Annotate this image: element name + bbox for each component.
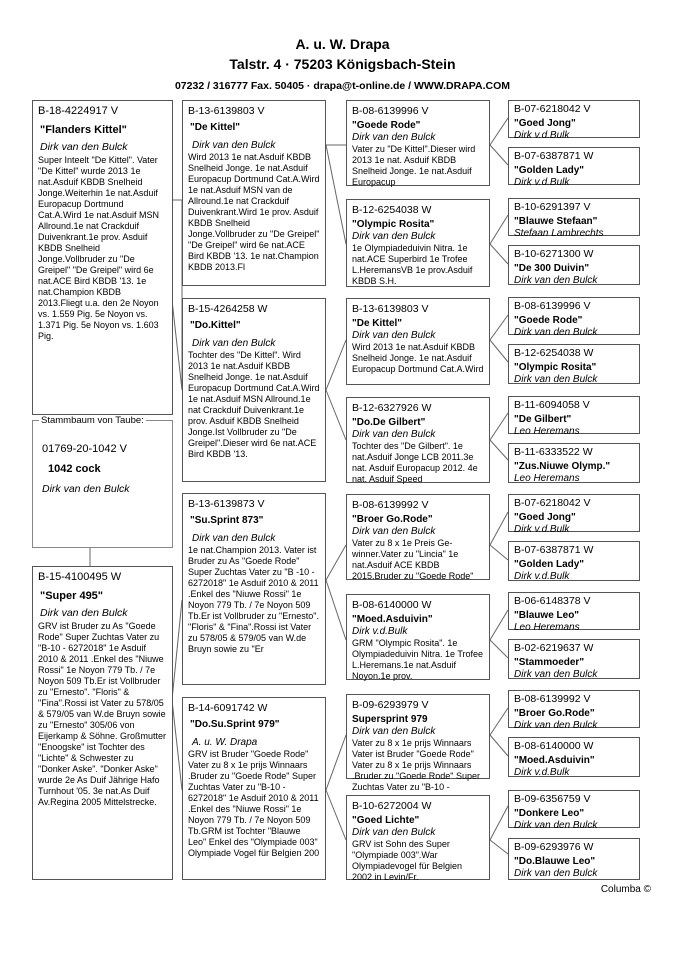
gg-grandparent-ring: B-12-6254038 W bbox=[514, 347, 594, 359]
great-grandparent-name: "Olympic Rosita" bbox=[352, 219, 435, 230]
footer-credit: Columba © bbox=[600, 884, 651, 895]
grandparent-breeder: Dirk van den Bulck bbox=[192, 533, 276, 544]
gg-grandparent-breeder: Dirk van den Bulck bbox=[514, 820, 598, 831]
great-grandparent-name: "Moed.Asduivin" bbox=[352, 614, 433, 625]
mother-description: GRV ist Bruder zu As "Goede Rode" Super Zuchtas Vater zu "B-10 - 6272018" 1e Asduif 2010 & 2011 .Enkel des "Niuwe Rossi" 1e Noyon 779 Tb. / 7e Noyon 509 Tb.Er ist Vollbruder zu "Ernesto". "Floris" & "Fina".Rossi ist Vater zu 578/05 & 579/05 van W.de Bruyn sowie zu "Ernesto" 305/06 von Eijerkamp & Söhne. Großmutter "Enoogske" ist Tochter des "Lichte" & Schwester zu "Donker Aske". "Donker Aske" wurde 2e As Duif Jährige Hafo Turnhout '05. 3e nat.As Duif Av.Regina 2005 Mittelstrecke. bbox=[38, 621, 167, 807]
great-grandparent-card bbox=[346, 298, 490, 385]
great-grandparent-description: Wird 2013 1e nat.Asduif KBDB Snelheid Jonge. 1e nat.Asduif Europacup Dortmund Cat.A.Wird bbox=[352, 342, 484, 374]
great-grandparent-description: Vater zu 8 x 1e prijs Winnaars Vater ist Bruder "Goede Rode" Vater zu 8 x 1e prijs Winnaars .Bruder zu "Goede Rode" Super Zuchtas Vater zu "B-10 - bbox=[352, 738, 480, 792]
great-grandparent-card bbox=[346, 100, 490, 186]
gg-grandparent-ring: B-07-6387871 W bbox=[514, 544, 594, 556]
grandparent-description: 1e nat.Champion 2013. Vater ist Bruder zu As "Goede Rode" Super Zuchtas Vater zu "B -10 - 6272018" 1e Asduif 2010 & 2011 .Enkel des "Niuwe Rossi" 1e Noyon 779 Tb. / 7e Noyon 509 Tb.Er ist Vollbruder zu "Ernesto". "Floris" & "Fina".Rossi ist Vater zu 578/05 & 579/05 van W.de Bruyn sowie zu "Er bbox=[188, 545, 319, 654]
grandparent-description: GRV ist Bruder "Goede Rode" Vater zu 8 x 1e prijs Winnaars .Bruder zu "Goede Rode" Super Zuchtas Vater zu "B-10 - 6272018" 1e Asduif 2010 & 2011 .Enkel des "Niuwe Rossi" 1e Noyon 779 Tb. / 7e Noyon 509 Tb.GRM ist Tochter "Blauwe Leo" Enkel des "Olympiade 003" Olympiade Vogel für Belgien 200 bbox=[188, 749, 320, 858]
great-grandparent-name: "Do.De Gilbert" bbox=[352, 417, 426, 428]
grandparent-breeder: Dirk van den Bulck bbox=[192, 338, 276, 349]
gg-grandparent-name: "Goede Rode" bbox=[514, 315, 583, 326]
gg-grandparent-breeder: Dirk van den Bulck bbox=[514, 720, 598, 731]
gg-grandparent-card bbox=[508, 297, 640, 338]
great-grandparent-ring: B-10-6272004 W bbox=[352, 800, 432, 812]
grandparent-name: "Do.Su.Sprint 979" bbox=[190, 719, 280, 730]
gg-grandparent-breeder: Stefaan Lambrechts bbox=[514, 228, 604, 239]
great-grandparent-ring: B-08-6139992 V bbox=[352, 499, 429, 511]
grandparent-description: Wird 2013 1e nat.Asduif KBDB Snelheid Jonge. 1e nat.Asduif Europacup Dortmund Cat.A.Wird 1e nat.Asduif MSN van de Allround.1e nat Crackduif Duivenkrant.Wird 1e prov. Asduif KBDB Snelheid Jonge.Vollbruder zu "De Greipel" "De Greipel" wird 6e nat.ACE Bird KBDB '13. 1e nat.Champion KBDB 2013.Fl bbox=[188, 152, 320, 272]
gg-grandparent-name: "Blauwe Leo" bbox=[514, 610, 580, 621]
gg-grandparent-breeder: Dirk v.d.Bulk bbox=[514, 177, 570, 188]
mother-card bbox=[32, 566, 173, 880]
gg-grandparent-breeder: Dirk van den Bulck bbox=[514, 374, 598, 385]
gg-grandparent-name: "Goed Jong" bbox=[514, 512, 576, 523]
great-grandparent-card bbox=[346, 397, 490, 483]
great-grandparent-description: Tochter des "De Gilbert". 1e nat.Asduif Jonge LCB 2011.3e nat. Asduif Europacup 2012. 4e nat. Asduif Speed bbox=[352, 441, 478, 484]
gg-grandparent-name: "De Gilbert" bbox=[514, 414, 572, 425]
gg-grandparent-card bbox=[508, 100, 640, 141]
gg-grandparent-name: "De 300 Duivin" bbox=[514, 263, 590, 274]
great-grandparent-ring: B-12-6327926 W bbox=[352, 402, 432, 414]
grandparent-ring: B-14-6091742 W bbox=[188, 702, 268, 714]
gg-grandparent-name: "Olympic Rosita" bbox=[514, 362, 597, 373]
gg-grandparent-breeder: Dirk v.d.Bulk bbox=[514, 524, 570, 535]
great-grandparent-name: Supersprint 979 bbox=[352, 714, 428, 725]
great-grandparent-breeder: Dirk van den Bulck bbox=[352, 330, 436, 341]
grandparent-card bbox=[182, 298, 326, 482]
great-grandparent-name: "Goede Rode" bbox=[352, 120, 421, 131]
gg-grandparent-ring: B-07-6218042 V bbox=[514, 497, 591, 509]
grandparent-ring: B-13-6139803 V bbox=[188, 105, 265, 117]
gg-grandparent-breeder: Dirk van den Bulck bbox=[514, 327, 598, 338]
gg-grandparent-name: "Donkere Leo" bbox=[514, 808, 585, 819]
gg-grandparent-breeder: Dirk v.d.Bulk bbox=[514, 130, 570, 141]
father-card bbox=[32, 100, 173, 415]
great-grandparent-description: 1e Olympiadeduivin Nitra. 1e nat.ACE Superbird 1e Trofee L.HeremansVB 1e prov.Asduif KBDB S.H. bbox=[352, 243, 473, 286]
mother-name: "Super 495" bbox=[40, 590, 104, 602]
grandparent-breeder: A. u. W. Drapa bbox=[192, 737, 258, 748]
breeder-address: Talstr. 4 · 75203 Königsbach-Stein bbox=[229, 56, 456, 72]
gg-grandparent-card bbox=[508, 494, 640, 535]
great-grandparent-description: GRV ist Sohn des Super "Olympiade 003".War Olympiadevogel für Belgien 2002 in Levin/Fr. bbox=[352, 839, 463, 882]
great-grandparent-ring: B-09-6293979 V bbox=[352, 699, 429, 711]
subject-label: Stammbaum von Taube: bbox=[41, 415, 144, 426]
gg-grandparent-breeder: Leo Heremans bbox=[514, 622, 580, 633]
grandparent-card bbox=[182, 697, 326, 880]
gg-grandparent-card bbox=[508, 838, 640, 880]
great-grandparent-breeder: Dirk van den Bulck bbox=[352, 429, 436, 440]
great-grandparent-name: "Broer Go.Rode" bbox=[352, 514, 433, 525]
great-grandparent-description: Vater zu "De Kittel".Dieser wird 2013 1e nat. Asduif KBDB Snelheid Jonge. 1e nat.Asduif Europacup bbox=[352, 144, 476, 187]
gg-grandparent-card bbox=[508, 396, 640, 437]
gg-grandparent-breeder: Dirk van den Bulck bbox=[514, 275, 598, 286]
gg-grandparent-name: "Stammoeder" bbox=[514, 657, 585, 668]
great-grandparent-description: GRM "Olympic Rosita". 1e Olympiadeduivin Nitra. 1e Trofee L.Heremans.1e nat.Asduif Noyon.1e prov. bbox=[352, 638, 484, 681]
grandparent-breeder: Dirk van den Bulck bbox=[192, 140, 276, 151]
gg-grandparent-ring: B-08-6139996 V bbox=[514, 300, 591, 312]
mother-breeder: Dirk van den Bulck bbox=[40, 607, 128, 619]
great-grandparent-card bbox=[346, 199, 490, 287]
great-grandparent-card bbox=[346, 494, 490, 580]
father-description: Super Inteelt "De Kittel". Vater "De Kittel" wurde 2013 1e nat.Asduif KBDB Snelheid Jonge.Weiterhin 1e nat.Asduif Europacup Dortmund Cat.A.Wird 1e nat.Asduif MSN Allround.1e nat Crackduif Duivenkrant.1e prov. Asduif KBDB Snelheid Jonge.Vollbruder zu "De Greipel" "De Greipel" wird 6e nat.ACE Bird KBDB '13. 1e nat.Champion KBDB 2013.Fliegt u.a. den 2e Noyon vs. 1.559 Pig. 5e Noyon vs. 1.371 Pig. 5e Noyon vs. 1.603 Pig. bbox=[38, 155, 160, 341]
gg-grandparent-name: "Golden Lady" bbox=[514, 165, 585, 176]
mother-ring: B-15-4100495 W bbox=[38, 571, 122, 583]
gg-grandparent-ring: B-11-6333522 W bbox=[514, 446, 593, 458]
great-grandparent-name: "De Kittel" bbox=[352, 318, 403, 329]
great-grandparent-breeder: Dirk van den Bulck bbox=[352, 526, 436, 537]
subject-breeder: Dirk van den Bulck bbox=[42, 483, 130, 495]
grandparent-name: "Do.Kittel" bbox=[190, 320, 241, 331]
gg-grandparent-card bbox=[508, 639, 640, 679]
gg-grandparent-ring: B-08-6139992 V bbox=[514, 693, 591, 705]
gg-grandparent-ring: B-11-6094058 V bbox=[514, 399, 590, 411]
great-grandparent-card bbox=[346, 594, 490, 680]
great-grandparent-ring: B-08-6140000 W bbox=[352, 599, 432, 611]
gg-grandparent-ring: B-07-6387871 W bbox=[514, 150, 594, 162]
gg-grandparent-name: "Moed.Asduivin" bbox=[514, 755, 595, 766]
subject-ring: 01769-20-1042 V bbox=[42, 443, 128, 455]
gg-grandparent-card bbox=[508, 245, 640, 285]
father-breeder: Dirk van den Bulck bbox=[40, 141, 128, 153]
breeder-name: A. u. W. Drapa bbox=[295, 36, 390, 52]
gg-grandparent-name: "Do.Blauwe Leo" bbox=[514, 856, 596, 867]
great-grandparent-description: Vater zu 8 x 1e Preis Ge-winner.Vater zu "Lincia" 1e nat.Asduif ACE KBDB 2015.Bruder zu "Goede Rode" bbox=[352, 538, 474, 581]
great-grandparent-breeder: Dirk v.d.Bulk bbox=[352, 626, 408, 637]
gg-grandparent-card bbox=[508, 737, 640, 777]
gg-grandparent-name: "Golden Lady" bbox=[514, 559, 585, 570]
grandparent-name: "De Kittel" bbox=[190, 122, 241, 133]
gg-grandparent-ring: B-08-6140000 W bbox=[514, 740, 594, 752]
grandparent-card bbox=[182, 100, 326, 286]
father-name: "Flanders Kittel" bbox=[40, 124, 127, 136]
gg-grandparent-ring: B-06-6148378 V bbox=[514, 595, 591, 607]
great-grandparent-card bbox=[346, 795, 490, 880]
gg-grandparent-breeder: Dirk v.d.Bulk bbox=[514, 767, 570, 778]
gg-grandparent-ring: B-09-6293976 W bbox=[514, 841, 594, 853]
gg-grandparent-name: "Broer Go.Rode" bbox=[514, 708, 595, 719]
gg-grandparent-card bbox=[508, 541, 640, 581]
gg-grandparent-ring: B-09-6356759 V bbox=[514, 793, 591, 805]
gg-grandparent-name: "Zus.Niuwe Olymp." bbox=[514, 461, 611, 472]
great-grandparent-ring: B-13-6139803 V bbox=[352, 303, 429, 315]
breeder-contact: 07232 / 316777 Fax. 50405 · drapa@t-online.de / WWW.DRAPA.COM bbox=[174, 80, 511, 92]
gg-grandparent-breeder: Leo Heremans bbox=[514, 426, 580, 437]
great-grandparent-ring: B-08-6139996 V bbox=[352, 105, 429, 117]
subject-name: 1042 cock bbox=[48, 463, 101, 475]
great-grandparent-breeder: Dirk van den Bulck bbox=[352, 726, 436, 737]
gg-grandparent-name: "Goed Jong" bbox=[514, 118, 576, 129]
great-grandparent-breeder: Dirk van den Bulck bbox=[352, 132, 436, 143]
gg-grandparent-name: "Blauwe Stefaan" bbox=[514, 216, 598, 227]
great-grandparent-card bbox=[346, 694, 490, 792]
gg-grandparent-card bbox=[508, 443, 640, 483]
grandparent-ring: B-15-4264258 W bbox=[188, 303, 268, 315]
gg-grandparent-card bbox=[508, 592, 640, 633]
father-ring: B-18-4224917 V bbox=[38, 105, 119, 117]
great-grandparent-breeder: Dirk van den Bulck bbox=[352, 827, 436, 838]
great-grandparent-ring: B-12-6254038 W bbox=[352, 204, 432, 216]
gg-grandparent-breeder: Dirk van den Bulck bbox=[514, 669, 598, 680]
grandparent-ring: B-13-6139873 V bbox=[188, 498, 265, 510]
gg-grandparent-ring: B-10-6291397 V bbox=[514, 201, 591, 213]
gg-grandparent-ring: B-02-6219637 W bbox=[514, 642, 594, 654]
gg-grandparent-ring: B-07-6218042 V bbox=[514, 103, 591, 115]
gg-grandparent-breeder: Leo Heremans bbox=[514, 473, 580, 484]
gg-grandparent-card bbox=[508, 147, 640, 188]
subject-card bbox=[32, 415, 173, 548]
great-grandparent-breeder: Dirk van den Bulck bbox=[352, 231, 436, 242]
grandparent-description: Tochter des "De Kittel". Wird 2013 1e nat.Asduif KBDB Snelheid Jonge. 1e nat.Asduif Europacup Dortmund Cat.A.Wird 1e nat.Asduif MSN Allround.1e nat Crackduif Duivenkrant.1e prov. Asduif KBDB Snelheid Jonge.Ist Vollbruder zu "De Greipel".Dieser wird 6e nat.ACE Bird KBDB '13. bbox=[188, 350, 320, 459]
gg-grandparent-breeder: Dirk v.d.Bulk bbox=[514, 571, 570, 582]
grandparent-card bbox=[182, 493, 326, 685]
gg-grandparent-card bbox=[508, 790, 640, 831]
great-grandparent-name: "Goed Lichte" bbox=[352, 815, 420, 826]
gg-grandparent-ring: B-10-6271300 W bbox=[514, 248, 594, 260]
gg-grandparent-card bbox=[508, 198, 640, 239]
gg-grandparent-card bbox=[508, 690, 640, 731]
gg-grandparent-breeder: Dirk van den Bulck bbox=[514, 868, 598, 879]
grandparent-name: "Su.Sprint 873" bbox=[190, 515, 264, 526]
gg-grandparent-card bbox=[508, 344, 640, 384]
